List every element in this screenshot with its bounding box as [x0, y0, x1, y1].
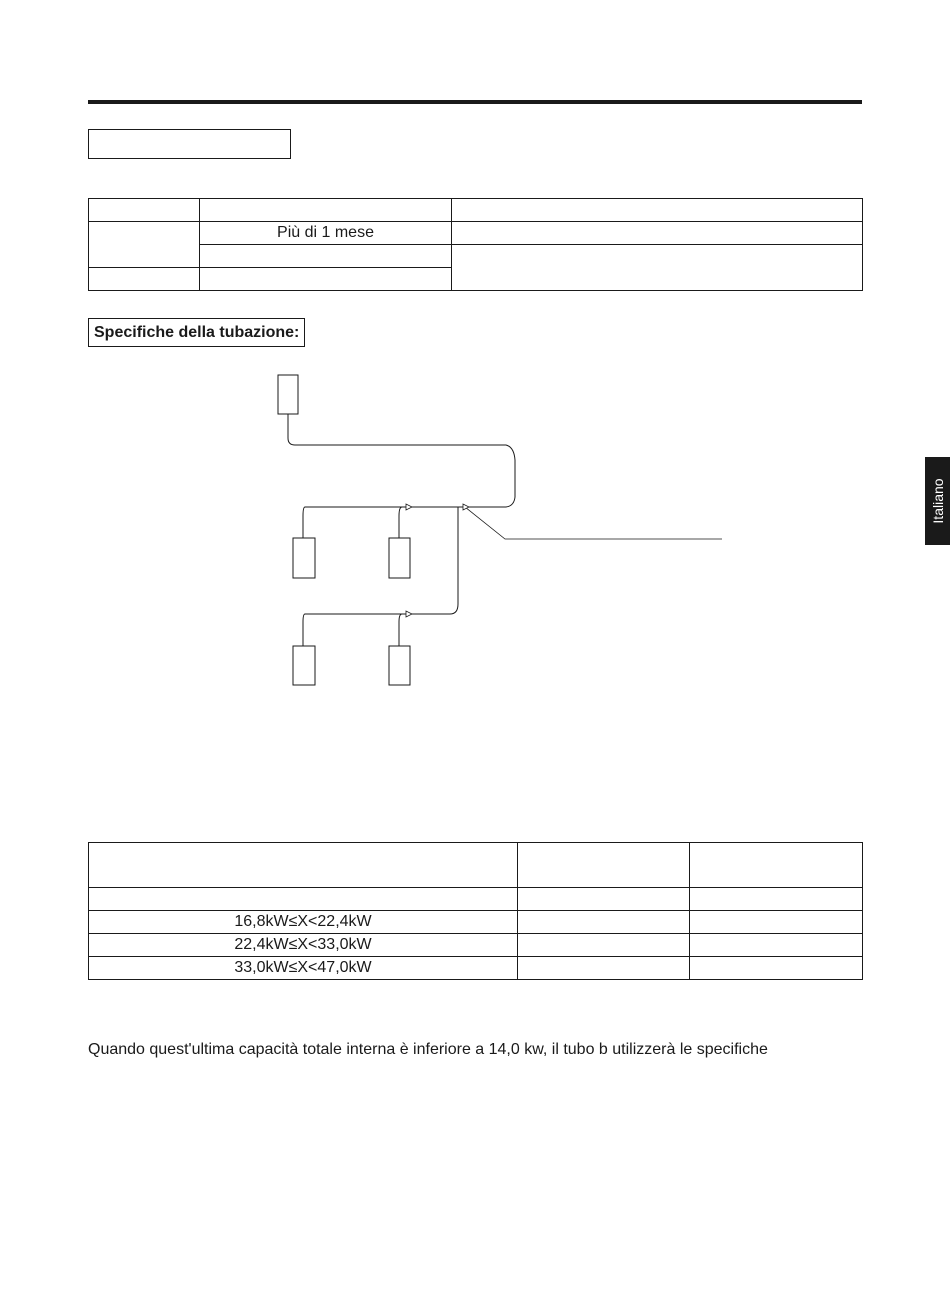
- indoor-unit: [389, 538, 410, 578]
- table-row: [89, 911, 863, 934]
- table-row: [89, 934, 863, 957]
- language-tab: [925, 457, 950, 545]
- branch-pipe: [399, 614, 408, 646]
- capacity-table: [88, 842, 863, 980]
- branch-joint-icon: [406, 504, 412, 510]
- outdoor-unit: [278, 375, 298, 414]
- indoor-unit: [293, 538, 315, 578]
- capacity-range-cell: 33,0kW≤X<47,0kW: [89, 957, 518, 980]
- indoor-unit: [293, 646, 315, 685]
- capacity-range-cell: [89, 888, 518, 911]
- body-paragraph: Quando quest'ultima capacità totale interna è inferiore a 14,0 kw, il tubo b utilizzerà le specifiche: [88, 1041, 768, 1058]
- indoor-unit: [389, 646, 410, 685]
- language-tab-label: Italiano: [929, 478, 946, 524]
- table-row: [89, 888, 863, 911]
- capacity-range-cell: 22,4kW≤X<33,0kW: [89, 934, 518, 957]
- leader-line: [465, 507, 722, 539]
- branch-pipe: [303, 507, 458, 646]
- branch-joint-icon: [406, 611, 412, 617]
- table-header-row: [89, 843, 863, 888]
- piping-spec-label: Specifiche della tubazione:: [88, 318, 305, 347]
- branch-pipe: [399, 507, 408, 538]
- table-cell: Più di 1 mese: [200, 222, 452, 245]
- table-row: [89, 957, 863, 980]
- capacity-range-cell: 16,8kW≤X<22,4kW: [89, 911, 518, 934]
